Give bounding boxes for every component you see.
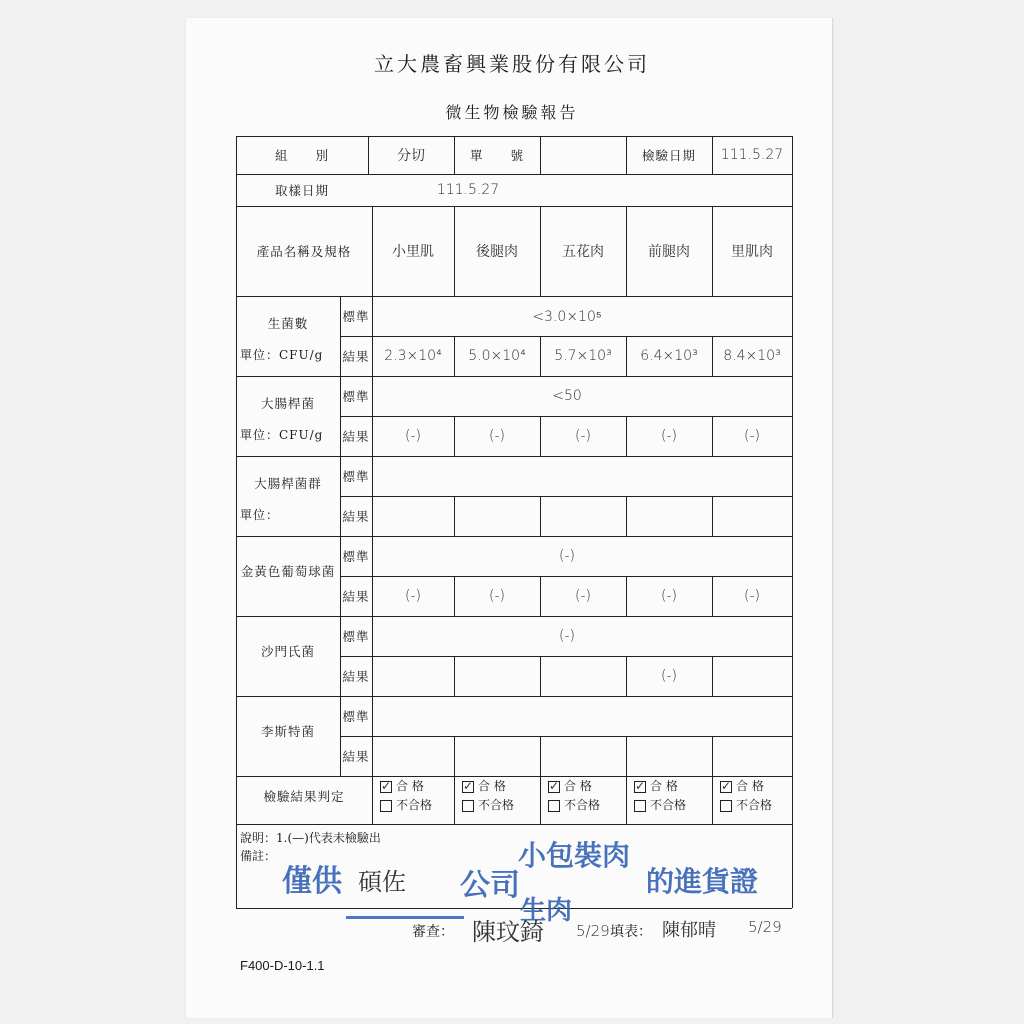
table-rule (540, 416, 541, 456)
result-label: 結果 (342, 589, 370, 604)
stamp-only-for: 僅供 (282, 864, 342, 899)
report-title: 微生物檢驗報告 (445, 103, 579, 122)
table-rule (340, 536, 341, 616)
table-rule (540, 576, 541, 616)
test-name-label: 沙門氏菌 (260, 644, 315, 659)
table-rule (626, 576, 627, 616)
result-value: (-) (661, 588, 677, 604)
product-name: 里肌肉 (731, 244, 773, 260)
pass-checkbox[interactable] (380, 781, 392, 793)
result-value (372, 656, 454, 696)
standard-label: 標準 (342, 309, 370, 324)
standard-label: 標準 (342, 709, 370, 724)
pass-checkbox[interactable] (634, 781, 646, 793)
test-date-value: 111.5.27 (720, 147, 784, 163)
test-unit-label: 單位：CFU/g (240, 427, 324, 442)
table-rule (340, 616, 341, 696)
table-rule (540, 656, 541, 696)
table-rule (454, 768, 455, 824)
result-value (712, 496, 792, 536)
table-rule (540, 136, 541, 174)
fill-label: 填表： (610, 924, 652, 940)
result-label: 結果 (342, 429, 370, 444)
fail-checkbox[interactable] (380, 800, 392, 812)
test-name (236, 456, 340, 536)
test-name-label: 生菌數 (267, 315, 309, 331)
table-rule (340, 456, 341, 536)
table-rule (712, 416, 713, 456)
table-rule (340, 376, 341, 456)
group-label: 組 別 (274, 148, 329, 163)
standard-value: <50 (552, 388, 582, 404)
product-name: 五花肉 (562, 244, 604, 260)
pass-label: 合 格 (736, 779, 764, 793)
result-value: 6.4×10³ (640, 348, 698, 364)
product-name: 後腿肉 (476, 244, 518, 260)
result-value: 5.0×10⁴ (468, 348, 526, 364)
fail-label: 不合格 (564, 798, 601, 812)
table-rule (236, 136, 237, 908)
table-rule (236, 296, 792, 297)
table-rule (540, 496, 541, 536)
table-rule (626, 768, 627, 824)
result-value (454, 656, 540, 696)
test-name-label: 大腸桿菌 (260, 395, 315, 411)
table-rule (626, 656, 627, 696)
table-rule (540, 768, 541, 824)
result-value (626, 496, 712, 536)
result-value: (-) (489, 428, 505, 444)
table-rule (340, 576, 792, 577)
pass-checkbox[interactable] (720, 781, 732, 793)
fail-checkbox[interactable] (634, 800, 646, 812)
stamp-small-package: 小包裝肉 (518, 839, 631, 872)
table-rule (454, 336, 455, 376)
sampling-date-label: 取樣日期 (274, 183, 329, 198)
result-value (372, 496, 454, 536)
stamp-underline (346, 916, 464, 919)
table-rule (540, 206, 541, 296)
table-rule (236, 908, 792, 909)
product-name-label: 產品名稱及規格 (256, 244, 352, 259)
table-rule (340, 416, 792, 417)
result-value (454, 496, 540, 536)
fill-date: 5/29 (748, 918, 782, 936)
table-rule (236, 174, 792, 175)
test-name (236, 616, 340, 696)
table-rule (626, 136, 627, 174)
result-label: 結果 (342, 749, 370, 764)
table-rule (236, 536, 792, 537)
test-date-label: 檢驗日期 (641, 148, 696, 163)
result-value (540, 496, 626, 536)
result-value: 2.3×10⁴ (384, 348, 442, 364)
table-rule (340, 736, 792, 737)
judgment-label: 檢驗結果判定 (263, 789, 345, 804)
fail-checkbox[interactable] (720, 800, 732, 812)
result-value: (-) (661, 668, 677, 684)
test-unit-label: 單位： (240, 507, 280, 522)
review-signature: 陳玟錡 (472, 918, 544, 946)
result-value: (-) (575, 588, 591, 604)
test-name-label: 金黃色葡萄球菌 (240, 564, 336, 579)
table-rule (236, 696, 792, 697)
pass-label: 合 格 (650, 779, 678, 793)
pass-checkbox[interactable] (548, 781, 560, 793)
result-value: (-) (489, 588, 505, 604)
product-name: 小里肌 (392, 244, 434, 260)
result-value: (-) (744, 428, 760, 444)
standard-value: (-) (559, 628, 575, 644)
table-rule (236, 824, 792, 825)
number-value (540, 136, 626, 174)
stamp-company: 公司 (460, 868, 520, 903)
number-label: 單 號 (469, 148, 524, 163)
table-rule (340, 336, 792, 337)
result-label: 結果 (342, 669, 370, 684)
table-rule (712, 496, 713, 536)
table-rule (236, 206, 792, 207)
standard-value (372, 696, 792, 736)
result-value: (-) (575, 428, 591, 444)
table-rule (236, 616, 792, 617)
table-rule (236, 456, 792, 457)
result-value: (-) (661, 428, 677, 444)
standard-label: 標準 (342, 389, 370, 404)
fail-checkbox[interactable] (548, 800, 560, 812)
test-name-label: 李斯特菌 (260, 724, 315, 739)
fail-label: 不合格 (736, 798, 773, 812)
table-rule (712, 576, 713, 616)
table-rule (626, 416, 627, 456)
table-rule (340, 656, 792, 657)
test-unit-label: 單位：CFU/g (240, 347, 324, 362)
explanation-note: 說明：1.(—)代表未檢驗出 (240, 830, 381, 845)
table-rule (626, 496, 627, 536)
handwritten-remark: 碩佐 (358, 868, 406, 896)
product-name: 前腿肉 (648, 244, 690, 260)
report-form (236, 136, 792, 908)
table-rule (454, 136, 455, 174)
standard-label: 標準 (342, 469, 370, 484)
table-rule (626, 206, 627, 296)
table-rule (712, 656, 713, 696)
result-value (712, 656, 792, 696)
table-rule (454, 416, 455, 456)
table-rule (236, 136, 792, 137)
table-rule (236, 776, 792, 777)
result-value: 5.7×10³ (554, 348, 612, 364)
pass-label: 合 格 (396, 779, 424, 793)
result-value (540, 656, 626, 696)
test-name (236, 536, 340, 616)
result-value: 8.4×10³ (723, 348, 781, 364)
stamp-raw-meat: 生肉 (520, 896, 573, 926)
fail-label: 不合格 (650, 798, 687, 812)
table-rule (712, 136, 713, 174)
result-value: (-) (405, 588, 421, 604)
result-value: (-) (744, 588, 760, 604)
test-name (236, 696, 340, 776)
table-rule (340, 696, 341, 776)
standard-value: (-) (559, 548, 575, 564)
table-rule (454, 656, 455, 696)
review-label: 審查： (412, 924, 454, 940)
table-rule (454, 496, 455, 536)
sampling-date-value: 111.5.27 (436, 182, 500, 198)
table-rule (792, 136, 793, 908)
table-rule (236, 376, 792, 377)
form-code: F400-D-10-1.1 (240, 958, 325, 973)
fill-signature: 陳郁晴 (662, 920, 716, 941)
standard-label: 標準 (342, 549, 370, 564)
table-rule (340, 496, 792, 497)
test-name (236, 296, 340, 376)
pass-checkbox[interactable] (462, 781, 474, 793)
result-label: 結果 (342, 349, 370, 364)
result-label: 結果 (342, 509, 370, 524)
standard-value: <3.0×10⁵ (532, 308, 602, 325)
table-rule (454, 206, 455, 296)
review-date: 5/29 (576, 922, 610, 940)
test-name (236, 376, 340, 456)
fail-label: 不合格 (478, 798, 515, 812)
test-name-label: 大腸桿菌群 (254, 475, 322, 491)
table-rule (372, 206, 373, 824)
result-value: (-) (405, 428, 421, 444)
group-value: 分切 (397, 148, 425, 164)
standard-label: 標準 (342, 629, 370, 644)
fail-label: 不合格 (396, 798, 433, 812)
table-rule (540, 336, 541, 376)
stamp-purchase-proof: 的進貨證 (646, 865, 759, 898)
pass-label: 合 格 (478, 779, 506, 793)
pass-label: 合 格 (564, 779, 592, 793)
company-name: 立大農畜興業股份有限公司 (374, 52, 650, 76)
table-rule (712, 336, 713, 376)
table-rule (712, 768, 713, 824)
fail-checkbox[interactable] (462, 800, 474, 812)
table-rule (626, 336, 627, 376)
table-rule (712, 206, 713, 296)
table-rule (454, 576, 455, 616)
standard-value (372, 456, 792, 496)
table-rule (340, 296, 341, 376)
table-rule (368, 136, 369, 174)
remark-label: 備註： (240, 848, 277, 863)
